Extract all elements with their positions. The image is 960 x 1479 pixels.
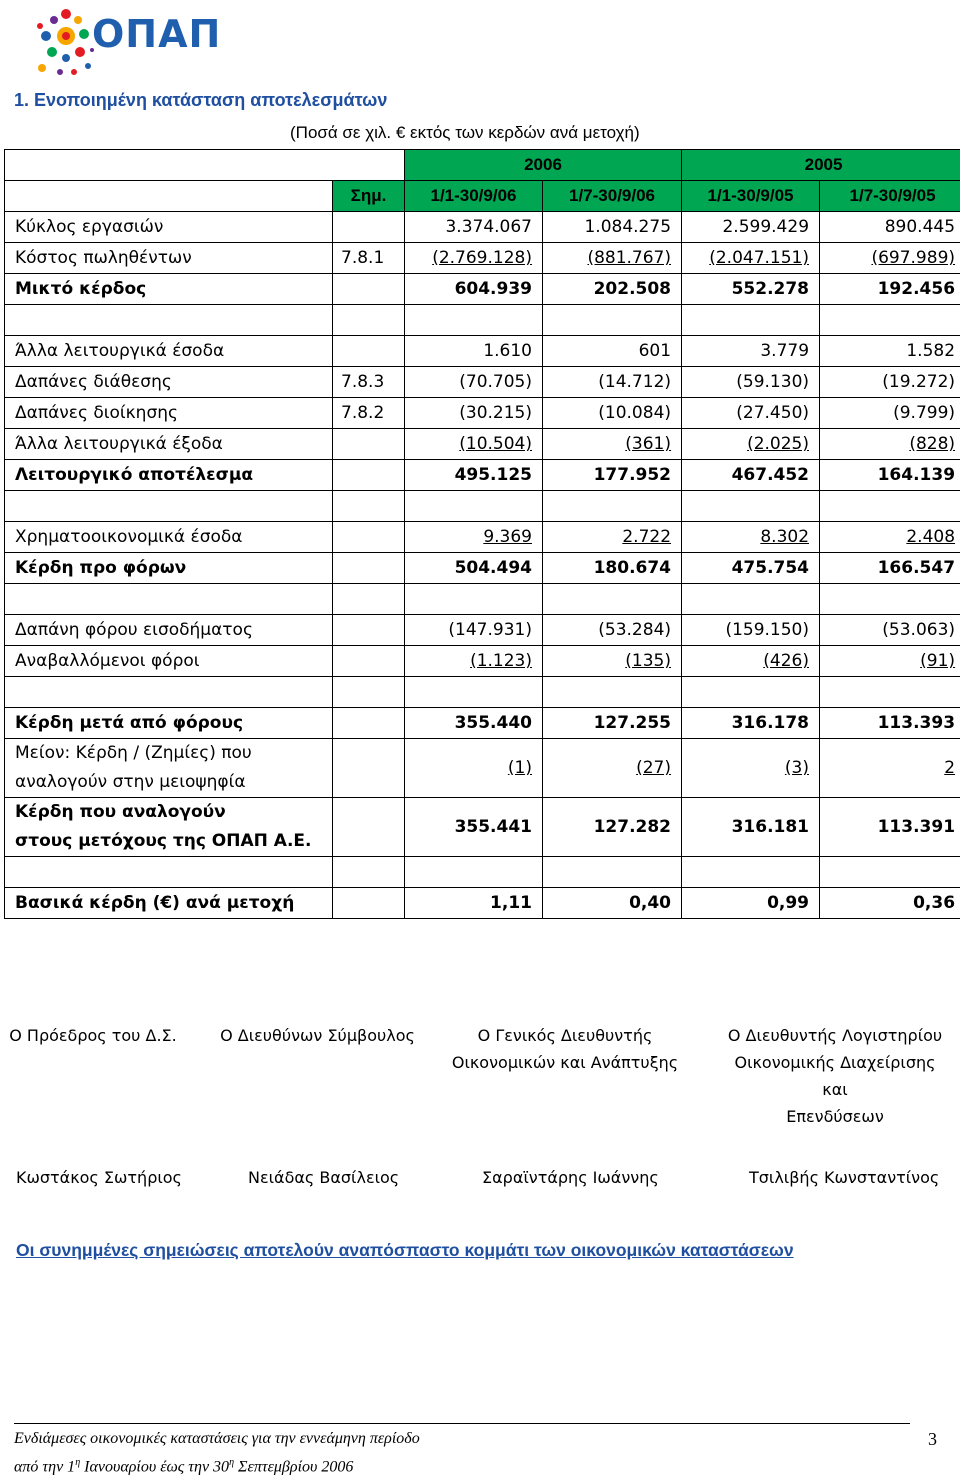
signatory-name: Τσιλιβής Κωνσταντίνος	[749, 1168, 939, 1187]
cell-value-text: (135)	[625, 651, 671, 671]
spacer-cell	[820, 677, 960, 708]
spacer-cell	[5, 491, 333, 522]
cell-value: (53.063)	[820, 615, 960, 646]
row-note	[333, 739, 405, 798]
row-note	[333, 460, 405, 491]
row-label: Κύκλος εργασιών	[5, 212, 333, 243]
row-label: Κέρδη προ φόρων	[5, 553, 333, 584]
signatory-title-line: Ο Πρόεδρος του Δ.Σ.	[8, 1022, 178, 1049]
row-spacer	[5, 677, 960, 708]
row-label: Κέρδη μετά από φόρους	[5, 708, 333, 739]
cell-value: 0,36	[820, 888, 960, 919]
cell-value	[405, 243, 543, 274]
row-label: Αναβαλλόμενοι φόροι	[5, 646, 333, 677]
cell-value: 192.456	[820, 274, 960, 305]
row-label: Μικτό κέρδος	[5, 274, 333, 305]
cell-value: 601	[543, 336, 682, 367]
cell-value: 552.278	[682, 274, 820, 305]
cell-value: 604.939	[405, 274, 543, 305]
row-cogs	[5, 243, 960, 274]
cell-value	[405, 739, 543, 798]
row-operating-result	[5, 460, 960, 491]
row-label	[5, 798, 333, 857]
header-periods-row	[5, 181, 960, 212]
cell-value	[820, 243, 960, 274]
signatory-title-line: Οικονομικής Διαχείρισης και	[720, 1049, 950, 1103]
cell-value: 316.181	[682, 798, 820, 857]
cell-value: 202.508	[543, 274, 682, 305]
cell-value: (27.450)	[682, 398, 820, 429]
footer-line: Ενδιάμεσες οικονομικές καταστάσεις για την εννεάμηνη περίοδο	[14, 1427, 420, 1451]
footer-line	[14, 1451, 420, 1479]
cell-value-text: (697.989)	[871, 248, 955, 268]
cell-value	[405, 522, 543, 553]
signatory-name: Κωστάκος Σωτήριος	[16, 1168, 182, 1187]
cell-value	[543, 429, 682, 460]
logo-wordmark: ΟΠΑΠ	[92, 12, 221, 56]
cell-value: 1.084.275	[543, 212, 682, 243]
cell-value: 355.440	[405, 708, 543, 739]
spacer-cell	[682, 677, 820, 708]
cell-value: 0,40	[543, 888, 682, 919]
row-note	[333, 212, 405, 243]
spacer-cell	[333, 584, 405, 615]
cell-value	[682, 739, 820, 798]
cell-value-text: (2.025)	[747, 434, 809, 454]
spacer-cell	[405, 584, 543, 615]
cell-value-text: (91)	[920, 651, 955, 671]
header-blank	[5, 181, 333, 212]
signatory-name: Σαραϊντάρης Ιωάννης	[482, 1168, 659, 1187]
cell-value: 890.445	[820, 212, 960, 243]
row-label: Άλλα λειτουργικά έσοδα	[5, 336, 333, 367]
row-minority-interest	[5, 739, 960, 798]
row-label-line: Κέρδη που αναλογούν	[15, 802, 226, 822]
row-label: Δαπάνη φόρου εισοδήματος	[5, 615, 333, 646]
row-note: 7.8.1	[333, 243, 405, 274]
cell-value	[682, 646, 820, 677]
spacer-cell	[682, 584, 820, 615]
signatory-title	[720, 1022, 950, 1130]
header-year-2005: 2005	[682, 150, 960, 181]
row-note	[333, 798, 405, 857]
row-label-line: Μείον: Κέρδη / (Ζημίες) που	[15, 743, 252, 763]
row-note	[333, 429, 405, 460]
row-note	[333, 274, 405, 305]
cell-value: (9.799)	[820, 398, 960, 429]
row-deferred-tax	[5, 646, 960, 677]
footer-text: Ιανουαρίου έως την 30	[80, 1458, 229, 1475]
cell-value: 127.282	[543, 798, 682, 857]
footer-sup: η	[229, 1457, 234, 1468]
cell-value: 504.494	[405, 553, 543, 584]
spacer-cell	[820, 491, 960, 522]
row-profit-after-tax	[5, 708, 960, 739]
page-number: 3	[928, 1429, 937, 1450]
cell-value-text: 2	[944, 758, 955, 778]
cell-value	[543, 243, 682, 274]
opap-logo	[34, 6, 224, 82]
cell-value: 180.674	[543, 553, 682, 584]
cell-value-text: (828)	[909, 434, 955, 454]
spacer-cell	[405, 305, 543, 336]
income-statement-table	[4, 149, 960, 919]
header-note: Σημ.	[333, 181, 405, 212]
row-admin-expenses	[5, 398, 960, 429]
spacer-cell	[5, 584, 333, 615]
signatory-title	[8, 1022, 178, 1049]
cell-value: 495.125	[405, 460, 543, 491]
page-footer	[14, 1427, 420, 1479]
cell-value: (53.284)	[543, 615, 682, 646]
row-note: 7.8.2	[333, 398, 405, 429]
spacer-cell	[5, 305, 333, 336]
cell-value: 1.610	[405, 336, 543, 367]
row-profit-before-tax	[5, 553, 960, 584]
header-blank	[5, 150, 405, 181]
cell-value-text: (3)	[785, 758, 809, 778]
cell-value: 355.441	[405, 798, 543, 857]
cell-value-text: (361)	[625, 434, 671, 454]
row-income-tax	[5, 615, 960, 646]
cell-value: 1.582	[820, 336, 960, 367]
cell-value: 164.139	[820, 460, 960, 491]
row-label: Άλλα λειτουργικά έξοδα	[5, 429, 333, 460]
cell-value-text: (2.047.151)	[709, 248, 809, 268]
header-period: 1/1-30/9/05	[682, 181, 820, 212]
row-other-expenses	[5, 429, 960, 460]
row-spacer	[5, 491, 960, 522]
cell-value: 3.374.067	[405, 212, 543, 243]
row-basic-eps	[5, 888, 960, 919]
cell-value-text: 8.302	[760, 527, 809, 547]
row-spacer	[5, 584, 960, 615]
cell-value	[543, 739, 682, 798]
cell-value: 467.452	[682, 460, 820, 491]
row-spacer	[5, 305, 960, 336]
cell-value	[820, 739, 960, 798]
cell-value-text: (27)	[636, 758, 671, 778]
cell-value	[682, 429, 820, 460]
signatory-title	[450, 1022, 680, 1076]
unit-note: (Ποσά σε χιλ. € εκτός των κερδών ανά μετοχή)	[290, 123, 640, 143]
row-note	[333, 522, 405, 553]
cell-value: 0,99	[682, 888, 820, 919]
signatory-title-line: Ο Διευθύνων Σύμβουλος	[210, 1022, 425, 1049]
header-period: 1/7-30/9/06	[543, 181, 682, 212]
cell-value-text: (1)	[508, 758, 532, 778]
cell-value	[682, 243, 820, 274]
spacer-cell	[333, 305, 405, 336]
row-label: Λειτουργικό αποτέλεσμα	[5, 460, 333, 491]
signatory-title-line: Επενδύσεων	[720, 1103, 950, 1130]
cell-value	[820, 429, 960, 460]
spacer-cell	[405, 677, 543, 708]
cell-value-text: (1.123)	[470, 651, 532, 671]
spacer-cell	[820, 584, 960, 615]
row-distribution-expenses	[5, 367, 960, 398]
row-label: Δαπάνες διοίκησης	[5, 398, 333, 429]
cell-value: (159.150)	[682, 615, 820, 646]
cell-value-text: 2.408	[906, 527, 955, 547]
cell-value: (19.272)	[820, 367, 960, 398]
header-year-2006: 2006	[405, 150, 682, 181]
section-title: 1. Ενοποιημένη κατάσταση αποτελεσμάτων	[14, 90, 387, 111]
signatory-title	[210, 1022, 425, 1049]
spacer-cell	[333, 677, 405, 708]
row-note	[333, 553, 405, 584]
cell-value: 127.255	[543, 708, 682, 739]
cell-value	[820, 646, 960, 677]
cell-value: (10.084)	[543, 398, 682, 429]
cell-value-text: (426)	[763, 651, 809, 671]
cell-value-text: (10.504)	[459, 434, 532, 454]
cell-value: 3.779	[682, 336, 820, 367]
spacer-cell	[333, 491, 405, 522]
spacer-cell	[682, 857, 820, 888]
header-period: 1/1-30/9/06	[405, 181, 543, 212]
row-other-income	[5, 336, 960, 367]
cell-value: 113.393	[820, 708, 960, 739]
row-label: Κόστος πωληθέντων	[5, 243, 333, 274]
signatory-title-line: Ο Γενικός Διευθυντής	[450, 1022, 680, 1049]
cell-value: (147.931)	[405, 615, 543, 646]
header-period: 1/7-30/9/05	[820, 181, 960, 212]
cell-value: (70.705)	[405, 367, 543, 398]
row-revenue	[5, 212, 960, 243]
spacer-cell	[405, 491, 543, 522]
signatory-title-line: Ο Διευθυντής Λογιστηρίου	[720, 1022, 950, 1049]
cell-value: 177.952	[543, 460, 682, 491]
spacer-cell	[5, 677, 333, 708]
cell-value: (14.712)	[543, 367, 682, 398]
spacer-cell	[543, 584, 682, 615]
spacer-cell	[405, 857, 543, 888]
row-spacer	[5, 857, 960, 888]
row-note	[333, 336, 405, 367]
row-note	[333, 646, 405, 677]
cell-value-text: (881.767)	[587, 248, 671, 268]
signatory-name: Νειάδας Βασίλειος	[248, 1168, 399, 1187]
spacer-cell	[682, 305, 820, 336]
cell-value	[543, 522, 682, 553]
row-gross-profit	[5, 274, 960, 305]
row-note	[333, 615, 405, 646]
cell-value: 1,11	[405, 888, 543, 919]
spacer-cell	[682, 491, 820, 522]
row-label: Χρηματοοικονομικά έσοδα	[5, 522, 333, 553]
row-note	[333, 708, 405, 739]
cell-value	[405, 646, 543, 677]
cell-value: (30.215)	[405, 398, 543, 429]
row-label: Δαπάνες διάθεσης	[5, 367, 333, 398]
spacer-cell	[543, 857, 682, 888]
cell-value	[820, 522, 960, 553]
footer-sup: η	[75, 1457, 80, 1468]
notes-disclaimer: Οι συνημμένες σημειώσεις αποτελούν αναπόσπαστο κομμάτι των οικονομικών καταστάσεων	[16, 1240, 794, 1261]
cell-value-text: 2.722	[622, 527, 671, 547]
row-label-line: αναλογούν στην μειοψηφία	[15, 772, 246, 792]
cell-value: 316.178	[682, 708, 820, 739]
cell-value: 166.547	[820, 553, 960, 584]
footer-text: Σεπτεμβρίου 2006	[234, 1458, 353, 1475]
spacer-cell	[543, 491, 682, 522]
cell-value: 475.754	[682, 553, 820, 584]
row-note: 7.8.3	[333, 367, 405, 398]
row-label: Βασικά κέρδη (€) ανά μετοχή	[5, 888, 333, 919]
row-attributable-to-shareholders	[5, 798, 960, 857]
cell-value	[543, 646, 682, 677]
row-note	[333, 888, 405, 919]
spacer-cell	[820, 305, 960, 336]
signatory-title-line: Οικονομικών και Ανάπτυξης	[450, 1049, 680, 1076]
spacer-cell	[5, 857, 333, 888]
cell-value	[405, 429, 543, 460]
header-years-row	[5, 150, 960, 181]
spacer-cell	[820, 857, 960, 888]
cell-value: (59.130)	[682, 367, 820, 398]
cell-value: 2.599.429	[682, 212, 820, 243]
logo-star-icon	[34, 6, 94, 82]
cell-value: 113.391	[820, 798, 960, 857]
spacer-cell	[333, 857, 405, 888]
cell-value	[682, 522, 820, 553]
footer-divider	[14, 1423, 910, 1424]
spacer-cell	[543, 305, 682, 336]
row-label-line: στους μετόχους της ΟΠΑΠ Α.Ε.	[15, 831, 311, 851]
row-finance-income	[5, 522, 960, 553]
footer-text: από την 1	[14, 1458, 75, 1475]
row-label	[5, 739, 333, 798]
cell-value-text: 9.369	[483, 527, 532, 547]
spacer-cell	[543, 677, 682, 708]
cell-value-text: (2.769.128)	[432, 248, 532, 268]
